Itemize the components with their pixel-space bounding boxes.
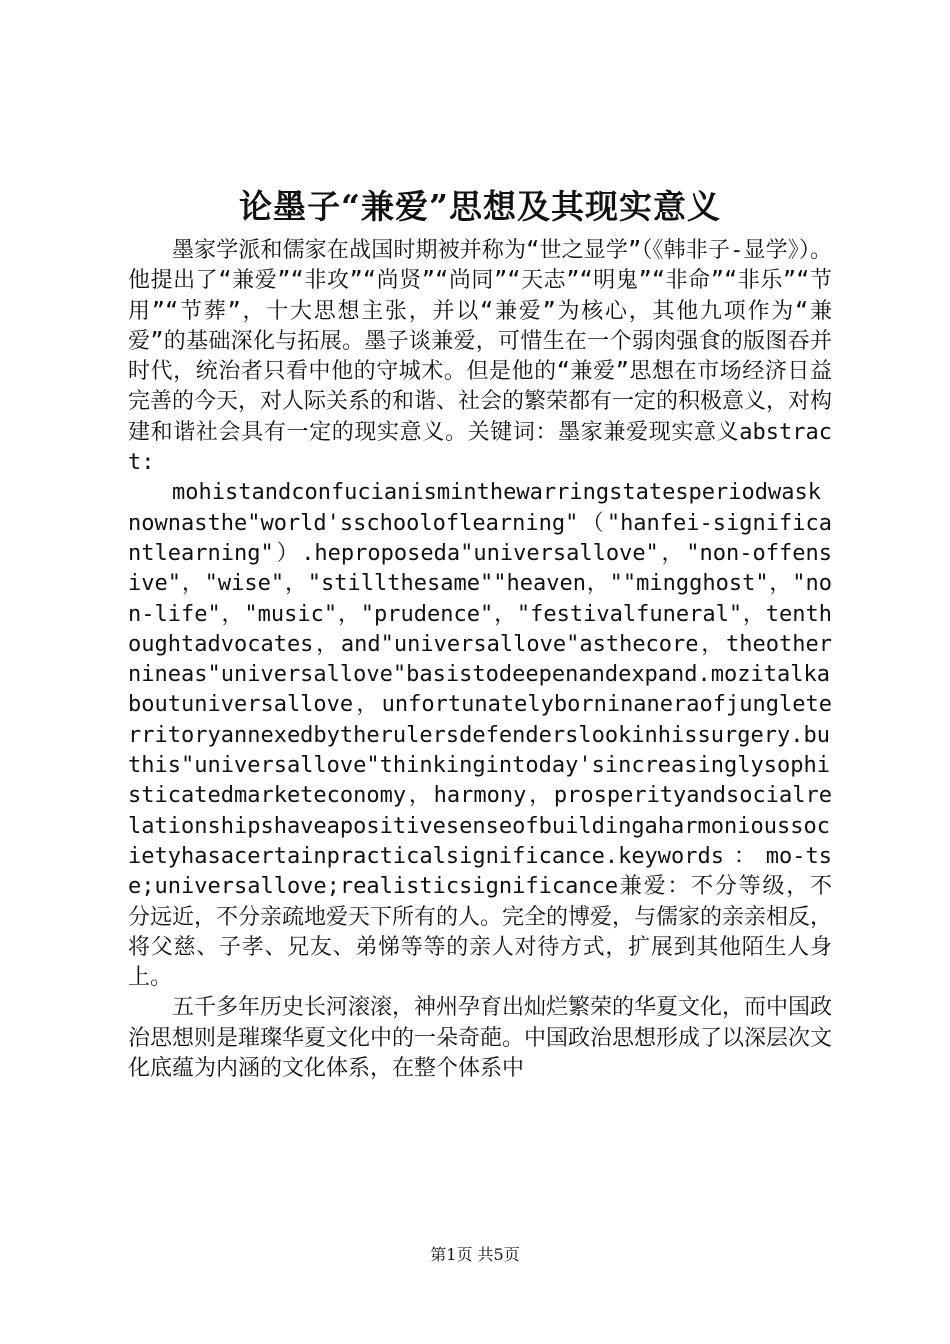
paragraph-abstract-en: mohistandconfucianisminthewarringstatesperiodwasknownasthe"world'sschooloflearning"（"hanfei-significantlearning"）.heproposeda"universallove"，"non-offensive"，"wise"，"stillthesame""heaven，""mingghost"，"non-life"，"music"，"prudence"，"festivalfuneral"，tenthoughtadvocates，and"universallove"asthecore，theothernineas"universallove"basistodeepenandexpand.mozitalkaboutuniversallove，unfortunatelyborninaneraofjungleterritoryannexedbytherulersdefenderslookinhissurgery.buthis"universallove"thinkingintoday'sincreasinglysophisticatedmarketeconomy，harmony，prosperityandsocialrelationshipshaveapositivesenseofbuildingaharmonioussocietyhasacertainpracticalsignificance.keywords：mo-tse;universallove;realisticsignificance兼爱：不分等级，不分远近，不分亲疏地爱天下所有的人。完全的博爱，与儒家的亲亲相反，将父慈、子孝、兄友、弟悌等等的亲人对待方式，扩展到其他陌生人身上。	[128, 480, 833, 991]
document-body	[128, 236, 832, 1084]
paragraph-intro: 五千多年历史长河滚滚，神州孕育出灿烂繁荣的华夏文化，而中国政治思想则是璀璨华夏文化中的一朵奇葩。中国政治思想形成了以深层次文化底蕴为内涵的文化体系，在整个体系中	[128, 995, 833, 1082]
paragraph-abstract-cn: 墨家学派和儒家在战国时期被并称为“世之显学”（《韩非子-显学》）。他提出了“兼爱”“非攻”“尚贤”“尚同”“天志”“明鬼”“非命”“非乐”“节用”“节葬”，十大思想主张，并以“兼爱”为核心，其他九项作为“兼爱”的基础深化与拓展。墨子谈兼爱，可惜生在一个弱肉强食的版图吞并时代，统治者只看中他的守城术。但是他的“兼爱”思想在市场经济日益完善的今天，对人际关系的和谐、社会的繁荣都有一定的积极意义，对构建和谐社会具有一定的现实意义。关键词：墨家兼爱现实意义abstract:	[128, 238, 833, 476]
page-number-footer: 第1页 共5页	[430, 1245, 520, 1264]
document-title: 论墨子“兼爱”思想及其现实意义	[239, 187, 721, 226]
